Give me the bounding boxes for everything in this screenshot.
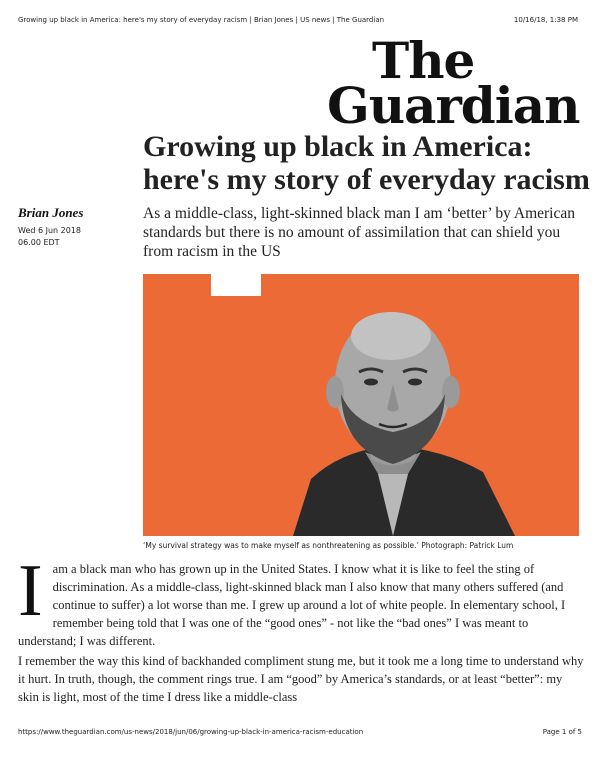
photo-caption: ‘My survival strategy was to make myself as nonthreatening as possible.’ Photograph: Patrick Lum [143, 541, 514, 550]
guardian-logo[interactable] [327, 31, 582, 135]
print-header [18, 16, 582, 28]
print-footer [18, 728, 582, 740]
portrait-illustration [143, 274, 579, 536]
article-headline: Growing up black in America: here's my story of everyday racism [143, 130, 590, 196]
author-link[interactable]: Brian Jones [18, 205, 84, 220]
page-number: Page 1 of 5 [542, 728, 582, 736]
article-url[interactable]: https://www.theguardian.com/us-news/2018/jun/06/growing-up-black-in-america-racism-education [18, 728, 364, 736]
paragraph-2: I remember the way this kind of backhanded compliment stung me, but it took me a long time to understand why it hurt. In truth, though, the comment rings true. I am “good” by America’s standards, or at least “better”: my skin is light, most of the time I dress like a middle-class [18, 654, 584, 704]
print-page-title: Growing up black in America: here's my story of everyday racism | Brian Jones | US news | The Guardian [18, 16, 385, 24]
drop-cap: I [18, 550, 43, 632]
print-datetime: 10/16/18, 1:38 PM [513, 16, 578, 24]
article-standfirst: As a middle-class, light-skinned black man I am ‘better’ by American standards but there is no amount of assimilation that can shield you from racism in the US [143, 205, 576, 260]
publish-date: Wed 6 Jun 2018 [18, 226, 82, 235]
logo-line-1: The [372, 31, 475, 90]
byline [18, 205, 128, 249]
paragraph-1: am a black man who has grown up in the United States. I know what it is like to feel the sting of discrimination. As a middle-class, light-skinned black man I also know that many others suffered (and continue to suffer) a lot worse than me. I grew up around a lot of white people. In elementary school, I remember being told that I was one of the “good ones” - not like the “bad ones” I was meant to understand; I was different. [18, 562, 566, 648]
article-body [18, 550, 586, 658]
article-photo [143, 274, 579, 536]
publish-time: 06.00 EDT [18, 238, 60, 247]
logo-line-2: Guardian [327, 76, 580, 135]
